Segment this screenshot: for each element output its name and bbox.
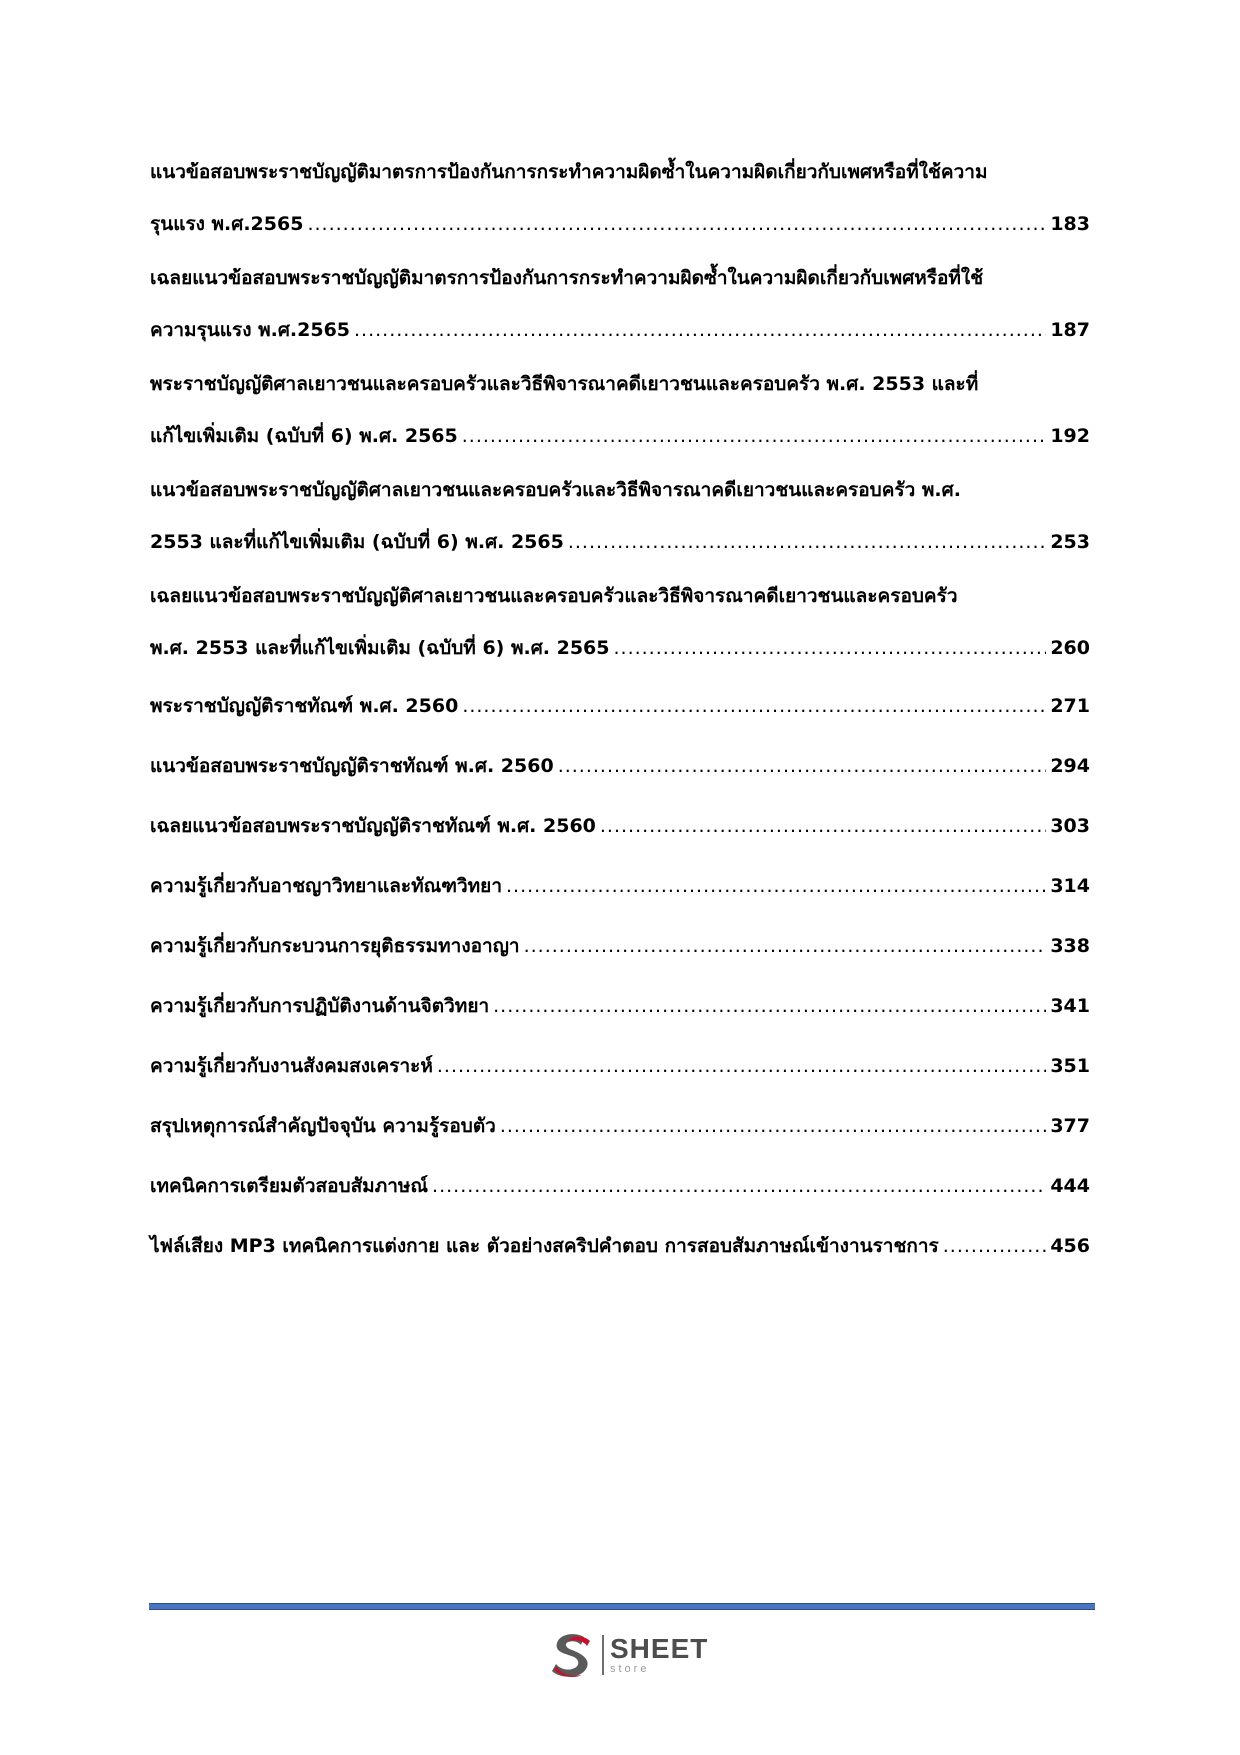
toc-entry[interactable]	[150, 976, 1090, 1036]
toc-entry-title-line1: เฉลยแนวข้อสอบพระราชบัญญัติศาลเยาวชนและครอบครัวและวิธีพิจารณาคดีเยาวชนและครอบครัว	[150, 585, 958, 607]
toc-entry-title: เทคนิคการเตรียมตัวสอบสัมภาษณ์	[150, 1175, 429, 1197]
toc-page-number: 183	[1050, 213, 1090, 235]
logo-divider	[602, 1635, 604, 1675]
dot-leader	[462, 676, 1046, 736]
toc-page-number: 294	[1050, 755, 1090, 777]
dot-leader	[568, 516, 1046, 568]
toc-entry[interactable]	[150, 1036, 1090, 1096]
toc-page-number: 341	[1050, 995, 1090, 1017]
footer-divider	[149, 1603, 1095, 1610]
toc-page-number: 192	[1050, 425, 1090, 447]
toc-entry[interactable]	[150, 570, 1090, 674]
dot-leader	[307, 198, 1046, 250]
toc-entry-title-line2: รุนแรง พ.ศ.2565	[150, 213, 304, 235]
toc-entry-title: ความรู้เกี่ยวกับงานสังคมสงเคราะห์	[150, 1055, 433, 1077]
toc-entry-title-line1: แนวข้อสอบพระราชบัญญัติมาตรการป้องกันการกระทำความผิดซ้ำในความผิดเกี่ยวกับเพศหรือที่ใช้ความ	[150, 161, 988, 183]
toc-entry[interactable]	[150, 1216, 1090, 1276]
toc-page-number: 444	[1050, 1175, 1090, 1197]
logo-subtitle: store	[610, 1663, 650, 1675]
toc-entry[interactable]	[150, 358, 1090, 462]
toc-entry-title: ความรู้เกี่ยวกับอาชญาวิทยาและทัณฑวิทยา	[150, 875, 502, 897]
logo-wordmark: SHEET	[610, 1633, 709, 1664]
toc-entry-title-line1: พระราชบัญญัติศาลเยาวชนและครอบครัวและวิธีพิจารณาคดีเยาวชนและครอบครัว พ.ศ. 2553 และที่	[150, 373, 979, 395]
toc-entry[interactable]	[150, 916, 1090, 976]
toc-entry-title: แนวข้อสอบพระราชบัญญัติราชทัณฑ์ พ.ศ. 2560	[150, 755, 554, 777]
dot-leader	[524, 916, 1047, 976]
toc-entry-title: พระราชบัญญัติราชทัณฑ์ พ.ศ. 2560	[150, 695, 459, 717]
toc-page-number: 271	[1050, 695, 1090, 717]
toc-page-number: 253	[1050, 531, 1090, 553]
toc-entry-title-line1: เฉลยแนวข้อสอบพระราชบัญญัติมาตรการป้องกันการกระทำความผิดซ้ำในความผิดเกี่ยวกับเพศหรือที่ใช้	[150, 267, 984, 289]
toc-page-number: 338	[1050, 935, 1090, 957]
toc-entry[interactable]	[150, 796, 1090, 856]
toc-entry[interactable]	[150, 146, 1090, 250]
toc-entry-title-line2: พ.ศ. 2553 และที่แก้ไขเพิ่มเติม (ฉบับที่ 6) พ.ศ. 2565	[150, 637, 610, 659]
toc-entry[interactable]	[150, 252, 1090, 356]
sheet-store-logo	[546, 1625, 726, 1685]
table-of-contents	[150, 146, 1090, 1276]
toc-entry[interactable]	[150, 1156, 1090, 1216]
toc-entry-title: ความรู้เกี่ยวกับการปฏิบัติงานด้านจิตวิทยา	[150, 995, 490, 1017]
toc-entry-title: สรุปเหตุการณ์สำคัญปัจจุบัน ความรู้รอบตัว	[150, 1115, 496, 1137]
toc-page-number: 187	[1050, 319, 1090, 341]
toc-entry[interactable]	[150, 1096, 1090, 1156]
dot-leader	[432, 1156, 1046, 1216]
toc-entry[interactable]	[150, 856, 1090, 916]
dot-leader	[493, 976, 1046, 1036]
toc-entry[interactable]	[150, 736, 1090, 796]
toc-page-number: 303	[1050, 815, 1090, 837]
toc-entry-title-line1: แนวข้อสอบพระราชบัญญัติศาลเยาวชนและครอบครัวและวิธีพิจารณาคดีเยาวชนและครอบครัว พ.ศ.	[150, 479, 961, 501]
toc-page-number: 260	[1050, 637, 1090, 659]
toc-entry-title: ความรู้เกี่ยวกับกระบวนการยุติธรรมทางอาญา	[150, 935, 520, 957]
dot-leader	[613, 622, 1046, 674]
dot-leader	[437, 1036, 1046, 1096]
toc-page-number: 377	[1050, 1115, 1090, 1137]
dot-leader	[600, 796, 1046, 856]
dot-leader	[500, 1096, 1046, 1156]
toc-entry-title: เฉลยแนวข้อสอบพระราชบัญญัติราชทัณฑ์ พ.ศ. 2560	[150, 815, 596, 837]
dot-leader	[462, 410, 1047, 462]
dot-leader	[558, 736, 1047, 796]
dot-leader	[506, 856, 1046, 916]
dot-leader	[354, 304, 1046, 356]
toc-entry-title-line2: 2553 และที่แก้ไขเพิ่มเติม (ฉบับที่ 6) พ.ศ. 2565	[150, 531, 564, 553]
toc-page-number: 351	[1050, 1055, 1090, 1077]
toc-entry-title-line2: ความรุนแรง พ.ศ.2565	[150, 319, 351, 341]
toc-entry-title: ไฟล์เสียง MP3 เทคนิคการแต่งกาย และ ตัวอย่างสคริปคำตอบ การสอบสัมภาษณ์เข้างานราชการ	[150, 1235, 939, 1257]
toc-entry[interactable]	[150, 464, 1090, 568]
toc-entry[interactable]	[150, 676, 1090, 736]
toc-page-number: 456	[1050, 1235, 1090, 1257]
dot-leader	[943, 1216, 1047, 1276]
toc-page-number: 314	[1050, 875, 1090, 897]
toc-entry-title-line2: แก้ไขเพิ่มเติม (ฉบับที่ 6) พ.ศ. 2565	[150, 425, 458, 447]
sheet-store-s-icon	[546, 1629, 598, 1681]
